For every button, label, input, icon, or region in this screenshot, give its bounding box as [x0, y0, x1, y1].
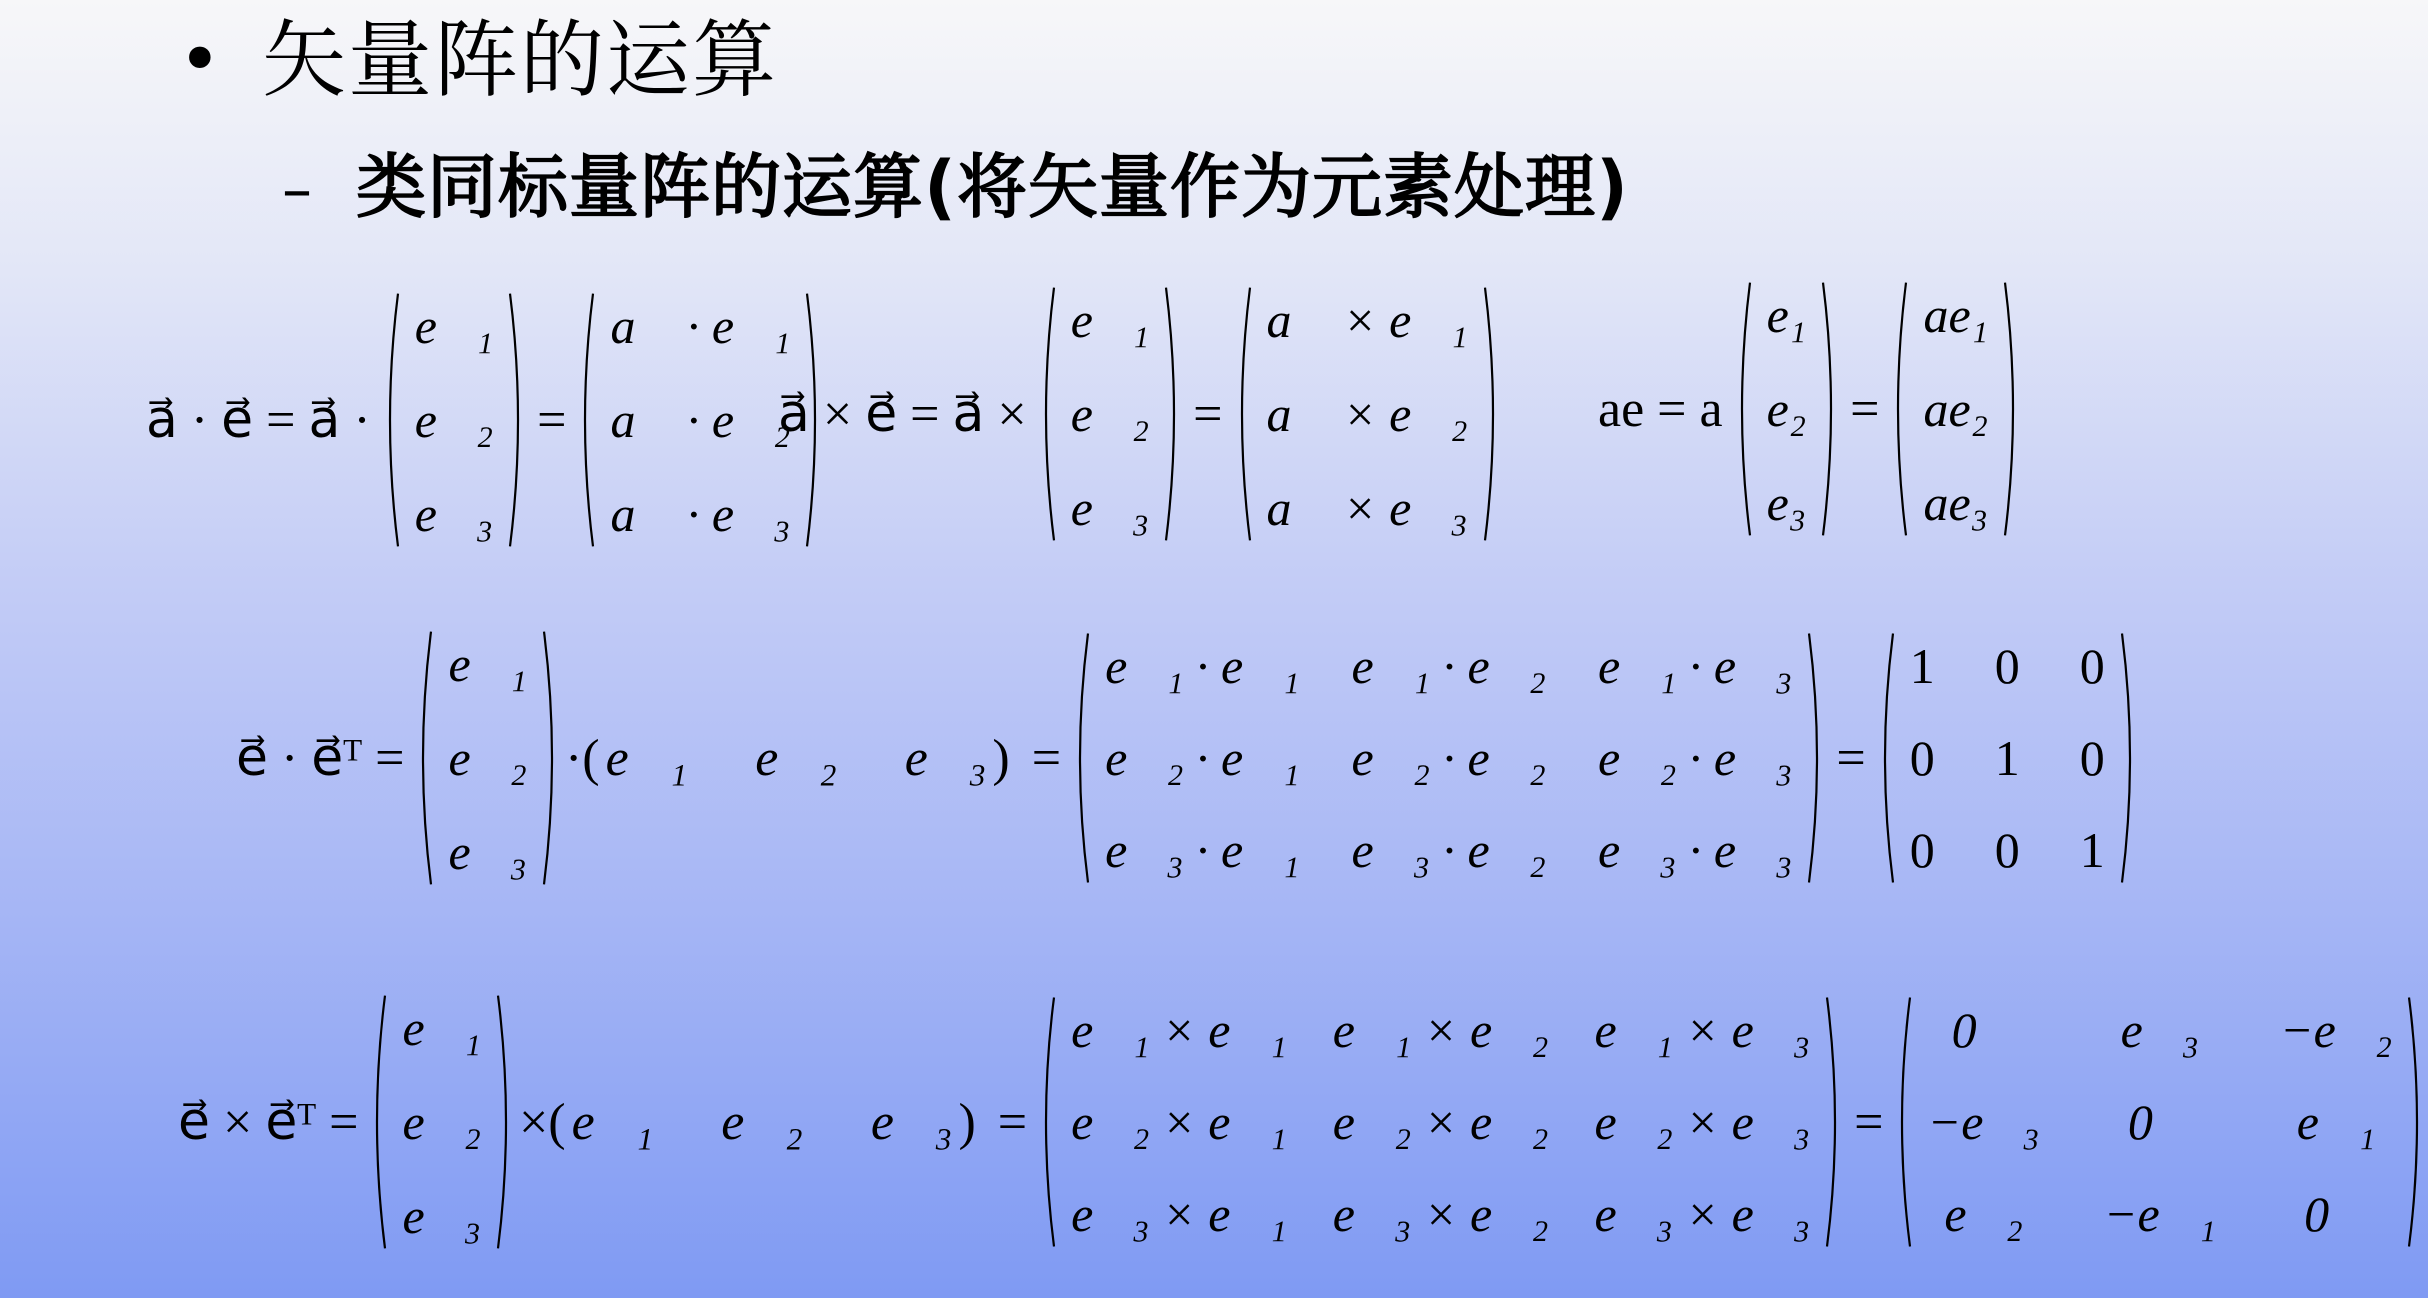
left-paren: [1731, 280, 1753, 538]
matrix-cell: 1: [1994, 730, 2020, 786]
matrix-cell: e⃗₂: [1944, 1186, 2023, 1242]
matrix-cell: 1: [1909, 638, 1935, 694]
eq5-result-matrix: [1891, 995, 2428, 1249]
matrix-cell: e⃗₃ · e⃗₃: [1597, 822, 1793, 878]
matrix-cell: e⃗₃ · e⃗₂: [1351, 822, 1546, 878]
equation-cross-product: [770, 284, 1504, 544]
matrix-cell: a⃗ × e⃗₂: [1266, 386, 1468, 442]
sub-bullet-dash: –: [282, 155, 312, 225]
equals-sign: =: [1193, 385, 1223, 443]
eq5-column-vector: [366, 993, 516, 1251]
matrix-cell: e⃗₁ · e⃗₁: [1105, 638, 1300, 694]
matrix-cell: ae₂: [1923, 381, 1989, 437]
equals-sign: =: [997, 1093, 1028, 1151]
matrix-cell: e⃗₂ × e⃗₁: [1071, 1094, 1287, 1150]
right-paren: [1820, 280, 1842, 538]
left-paren: [1874, 631, 1896, 885]
matrix-cell: −e⃗₂: [2279, 1002, 2393, 1058]
matrix-cell: e⃗₁: [402, 1000, 481, 1056]
eq5-cross-matrix: [1035, 995, 1846, 1249]
left-paren: [1891, 995, 1913, 1249]
matrix-cell: e⃗₂: [414, 392, 494, 448]
bullet-marker: •: [178, 17, 222, 103]
equals-sign: =: [1854, 1093, 1884, 1151]
equation-outer-dot: [228, 628, 2141, 888]
dot-open-paren: ·(: [564, 729, 600, 787]
equals-sign: =: [1850, 380, 1880, 438]
matrix-cell: e⃗₂ · e⃗₃: [1597, 730, 1793, 786]
right-paren: [1482, 285, 1504, 543]
matrix-cell: e₁: [1766, 287, 1807, 343]
matrix-cell: e⃗₃ × e⃗₂: [1332, 1186, 1549, 1242]
eq5-lhs: e⃗ × e⃗ᵀ =: [178, 1094, 359, 1151]
matrix-cell: e⃗₃ × e⃗₁: [1071, 1186, 1287, 1242]
left-paren: [366, 993, 388, 1251]
matrix-cell: e⃗₃: [1070, 480, 1150, 536]
left-paren: [1035, 995, 1057, 1249]
matrix-cell: −e⃗₃: [1927, 1094, 2040, 1150]
matrix-cell: e₃: [1766, 475, 1807, 531]
matrix-cell: e⃗₂ × e⃗₂: [1332, 1094, 1549, 1150]
matrix-cell: e⃗₂: [1070, 386, 1150, 442]
matrix-cell: 0: [1909, 730, 1935, 786]
matrix-cell: e⃗₁ × e⃗₃: [1594, 1002, 1811, 1058]
equals-sign: =: [537, 391, 567, 449]
matrix-cell: 0: [1994, 822, 2020, 878]
matrix-cell: 0⃗: [2127, 1094, 2192, 1150]
matrix-cell: 0: [2079, 730, 2105, 786]
matrix-cell: e⃗₃: [2120, 1002, 2200, 1058]
left-paren: [1035, 285, 1057, 543]
matrix-cell: e⃗₃: [448, 824, 527, 880]
left-paren: [574, 291, 596, 549]
eq2-result-vector: [1231, 285, 1504, 543]
eq3-lhs: ae = a: [1598, 380, 1723, 438]
matrix-cell: 0: [2079, 638, 2105, 694]
row-cell: e⃗₂: [755, 729, 837, 787]
eq2-lhs: a⃗ × e⃗ = a⃗ ×: [778, 386, 1027, 443]
eq4-lhs: e⃗ · e⃗ᵀ =: [236, 730, 405, 787]
left-paren: [1069, 631, 1091, 885]
cross-open-paren: ×(: [518, 1093, 566, 1151]
eq3-result-vector: [1887, 280, 2024, 538]
matrix-cell: e₂: [1766, 381, 1807, 437]
matrix-cell: e⃗₁ × e⃗₁: [1071, 1002, 1287, 1058]
matrix-cell: e⃗₁: [2296, 1094, 2376, 1150]
eq2-column-vector: [1035, 285, 1185, 543]
matrix-cell: 0: [1994, 638, 2020, 694]
right-paren: [541, 629, 563, 887]
matrix-cell: ae₃: [1923, 475, 1989, 531]
matrix-cell: e⃗₁ · e⃗₃: [1597, 638, 1793, 694]
matrix-cell: 0⃗: [1951, 1002, 2016, 1058]
right-paren: [495, 993, 517, 1251]
close-paren: ): [992, 729, 1010, 787]
matrix-cell: e⃗₂: [402, 1094, 481, 1150]
right-paren: [507, 291, 529, 549]
matrix-cell: a⃗ · e⃗₁: [610, 298, 791, 354]
row-cell: e⃗₁: [571, 1093, 654, 1151]
slide-subtitle: 类同标量阵的运算(将矢量作为元素处理): [356, 146, 1629, 228]
matrix-cell: 1: [2079, 822, 2105, 878]
eq4-column-vector: [412, 629, 562, 887]
matrix-cell: e⃗₂: [448, 730, 527, 786]
equation-scalar-product: [1590, 284, 2024, 534]
close-paren: ): [958, 1093, 976, 1151]
matrix-cell: a⃗ · e⃗₂: [610, 392, 791, 448]
right-paren: [2406, 995, 2428, 1249]
matrix-cell: e⃗₃: [414, 486, 494, 542]
matrix-cell: a⃗ × e⃗₁: [1266, 292, 1468, 348]
matrix-cell: e⃗₁: [1070, 292, 1150, 348]
eq1-lhs: a⃗ · e⃗ = a⃗ ·: [146, 392, 371, 449]
matrix-cell: e⃗₂ · e⃗₁: [1105, 730, 1300, 786]
equation-outer-cross: [170, 992, 2428, 1252]
matrix-cell: 0: [1909, 822, 1935, 878]
row-cell: e⃗₃: [870, 1093, 953, 1151]
right-paren: [1824, 995, 1846, 1249]
matrix-cell: e⃗₂ × e⃗₃: [1594, 1094, 1811, 1150]
equation-dot-product: [138, 290, 826, 550]
matrix-cell: e⃗₁ · e⃗₂: [1351, 638, 1546, 694]
right-paren: [2119, 631, 2141, 885]
matrix-cell: e⃗₃: [402, 1188, 481, 1244]
right-paren: [2002, 280, 2024, 538]
equals-sign: =: [1836, 729, 1866, 787]
matrix-cell: e⃗₁ × e⃗₂: [1332, 1002, 1549, 1058]
eq5-row-vector: [568, 1093, 957, 1152]
matrix-cell: e⃗₃ · e⃗₁: [1105, 822, 1300, 878]
equals-sign: =: [1031, 729, 1062, 787]
right-paren: [1163, 285, 1185, 543]
eq4-identity-matrix: [1874, 631, 2141, 885]
left-paren: [412, 629, 434, 887]
matrix-cell: a⃗ · e⃗₃: [610, 486, 791, 542]
eq4-row-vector: [602, 729, 991, 788]
row-cell: e⃗₂: [721, 1093, 803, 1151]
left-paren: [379, 291, 401, 549]
matrix-cell: e⃗₂ · e⃗₂: [1351, 730, 1546, 786]
matrix-cell: a⃗ × e⃗₃: [1266, 480, 1468, 536]
slide-title: 矢量阵的运算: [262, 11, 779, 109]
row-cell: e⃗₁: [605, 729, 688, 787]
matrix-cell: e⃗₃ × e⃗₃: [1594, 1186, 1811, 1242]
matrix-cell: ae₁: [1923, 287, 1989, 343]
right-paren: [1806, 631, 1828, 885]
eq3-column-vector: [1731, 280, 1843, 538]
matrix-cell: e⃗₁: [448, 636, 527, 692]
matrix-cell: e⃗₁: [414, 298, 494, 354]
matrix-cell: −e⃗₁: [2103, 1186, 2216, 1242]
left-paren: [1231, 285, 1253, 543]
eq1-column-vector: [379, 291, 529, 549]
left-paren: [1887, 280, 1909, 538]
eq4-dot-matrix: [1069, 631, 1828, 885]
matrix-cell: 0⃗: [2304, 1186, 2368, 1242]
row-cell: e⃗₃: [904, 729, 987, 787]
